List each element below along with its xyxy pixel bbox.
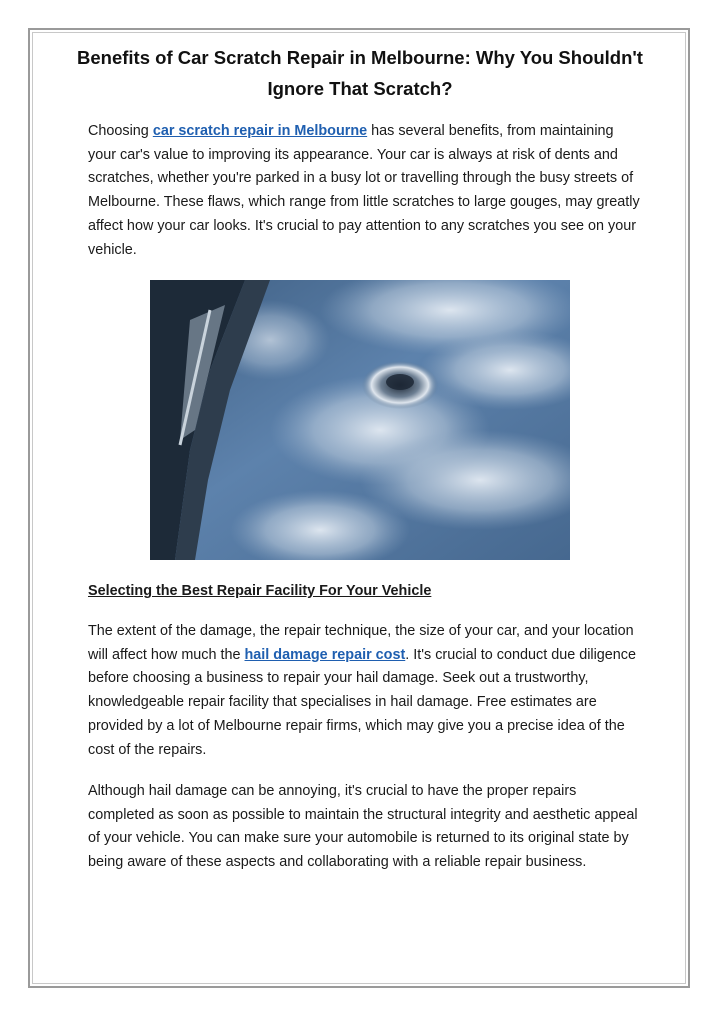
section-heading: Selecting the Best Repair Facility For Your Vehicle — [88, 583, 432, 599]
para2-text-after: . It's crucial to conduct due diligence before choosing a business to repair your hail damage. Seek out a trustworthy, knowledgeable repair facility that specialises in hail damage. Free estimates are provided by a lot of Melbourne repair firms, which may give you a precise idea of the cost of the repairs. — [88, 646, 637, 758]
repair-cost-paragraph — [88, 620, 640, 762]
para2-text-before: The extent of the damage, the repair technique, the size of your car, and your location will affect how much the — [88, 623, 634, 663]
intro-paragraph — [88, 120, 640, 262]
intro-text-after: has several benefits, from maintaining your car's value to improving its appearance. Your car is always at risk of dents and scratches, whether you're parked in a busy lot or travelling through the busy streets of Melbourne. These flaws, which range from little scratches to large gouges, may greatly affect how your car looks. It's crucial to pay attention to any scratches you see on your vehicle. — [88, 123, 640, 258]
car-hail-dent-photo — [150, 280, 570, 560]
car-scratch-repair-link[interactable]: car scratch repair in Melbourne — [152, 123, 368, 139]
page-title: Benefits of Car Scratch Repair in Melbourne: Why You Shouldn't Ignore That Scratch? — [77, 47, 643, 99]
hail-damage-repair-cost-link[interactable]: hail damage repair cost — [244, 646, 406, 663]
intro-text-before: Choosing — [88, 123, 153, 139]
closing-paragraph: Although hail damage can be annoying, it's crucial to have the proper repairs completed as soon as possible to maintain the structural integrity and aesthetic appeal of your vehicle. You can make sure your automobile is returned to its original state by being aware of these aspects and collaborating with a reliable repair business. — [88, 783, 638, 871]
